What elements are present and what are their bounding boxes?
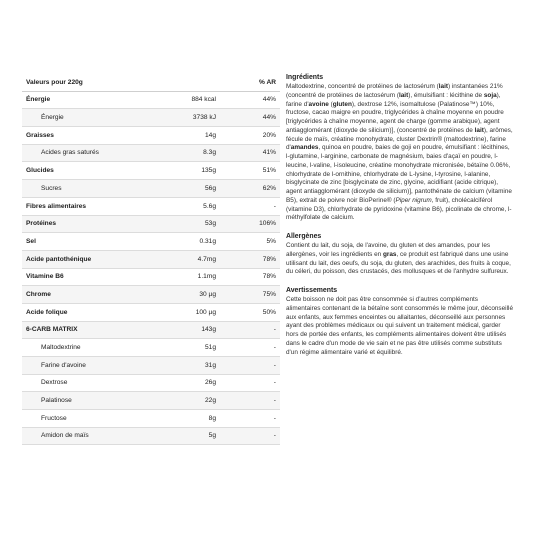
nutrition-row [22, 92, 280, 110]
nutrient-name: Acides gras saturés [41, 149, 99, 157]
nutrient-name: Sucres [41, 184, 62, 192]
nutrient-ar: 51% [262, 167, 276, 175]
text-segment: ), farine d' [286, 91, 501, 108]
nutrition-table [22, 74, 280, 445]
nutrition-row [22, 392, 280, 410]
nutrient-ar: 20% [262, 131, 276, 139]
nutrient-name: Chrome [26, 290, 51, 298]
nutrient-ar: 44% [262, 114, 276, 122]
warnings-text [286, 296, 514, 357]
nutrient-value: 135g [201, 167, 216, 175]
text-segment: Cette boisson ne doit pas être consommée si d'autres compléments alimentaires contenant de la bétaïne sont consommés le même jour, déconseillé aux enfants, aux femmes enceintes ou allaitantes, déconseillé aux personnes ayant des problèmes médicaux ou qui suivent un traitement médical, garder hors de portée des enfants, les compléments alimentaires doivent être utilisés dans le cadre d'un mode de vie sain et ne pas être utilisés comme substituts d'un régime alimentaire varié et équilibré. [286, 296, 513, 356]
nutrient-value: 8.3g [203, 149, 216, 157]
text-segment: ) instantanées 21% (concentré de protéines de lactosérum ( [286, 83, 503, 99]
nutrient-value: 5.6g [203, 202, 216, 210]
nutrient-ar: - [273, 361, 276, 369]
nutrition-row [22, 375, 280, 393]
nutrition-row [22, 269, 280, 287]
nutrient-ar: - [273, 379, 276, 387]
nutrition-row [22, 304, 280, 322]
nutrition-row [22, 286, 280, 304]
nutrient-value: 0.31g [199, 237, 216, 245]
nutrition-row [22, 251, 280, 269]
nutrient-value: 30 µg [199, 290, 216, 298]
nutrient-value: 8g [208, 414, 216, 422]
nutrient-ar: 78% [262, 255, 276, 263]
nutrient-name: Amidon de maïs [41, 432, 89, 440]
header-ar: % AR [259, 78, 276, 86]
nutrient-ar: 106% [259, 220, 276, 228]
nutrient-name: Énergie [41, 114, 64, 122]
nutrient-ar: - [273, 326, 276, 334]
nutrition-row [22, 357, 280, 375]
warnings-title: Avertissements [286, 287, 338, 294]
nutrient-name: Glucides [26, 167, 54, 175]
nutrition-row [22, 180, 280, 198]
text-segment: Maltodextrine, concentré de protéines de lactosérum ( [286, 83, 439, 90]
nutrient-value: 26g [204, 379, 216, 387]
nutrition-row [22, 145, 280, 163]
text-segment: ), dextrose 12%, isomaltulose (Palatinose™) 10%, fructose, cacao maigre en poudre, triglycérides à chaîne moyenne en poudre [triglycérides à chaîne moyenne, agent de charge (gomme arabique), agent antiagglomérant (dioxyde de silicium)], (concentré de protéines de [286, 100, 504, 134]
text-segment: Piper nigrum [395, 196, 432, 204]
nutrient-value: 884 kcal [191, 96, 216, 104]
text-segment: Contient du lait, du soja, de l'avoine, du gluten et des amandes, pour les allergènes, voir les ingrédients en [286, 242, 491, 258]
nutrient-value: 53g [204, 220, 216, 228]
nutrition-row [22, 162, 280, 180]
nutrient-ar: 5% [266, 237, 276, 245]
text-segment: ), émulsifiant : lécithine de [408, 91, 484, 99]
nutrient-value: 51g [204, 344, 216, 351]
ingredients-text [286, 83, 514, 223]
text-segment: gras [382, 250, 397, 258]
text-segment: lait [398, 91, 409, 99]
nutrient-name: Sel [26, 237, 36, 245]
nutrient-value: 1.1mg [197, 273, 216, 281]
nutrient-ar: - [273, 202, 276, 210]
nutrition-row [22, 216, 280, 234]
nutrient-ar: 50% [262, 308, 276, 316]
header-name: Valeurs pour 220g [26, 78, 83, 86]
nutrient-ar: - [273, 397, 276, 405]
nutrient-ar: 78% [262, 273, 276, 281]
nutrient-ar: - [273, 414, 276, 422]
nutrient-value: 3738 kJ [192, 114, 216, 122]
nutrient-name: Protéines [26, 220, 57, 228]
text-segment: ), arômes, fécule de maïs, créatine monohydrate, cluster Dextrin® (maltodextrine), farine d' [286, 126, 513, 152]
text-segment: gluten [332, 100, 352, 108]
nutrient-name: Palatinose [41, 397, 72, 405]
nutrient-ar: 62% [262, 184, 276, 192]
nutrient-value: 4.7mg [197, 255, 216, 263]
nutrient-value: 143g [201, 326, 216, 334]
nutrient-value: 22g [204, 397, 216, 405]
nutrient-name: Fructose [41, 414, 67, 422]
nutrient-value: 31g [204, 361, 216, 369]
nutrient-name: Maltodextrine [41, 344, 81, 351]
nutrition-row [22, 233, 280, 251]
nutrition-row [22, 322, 280, 340]
nutrient-ar: 75% [262, 290, 276, 298]
allergens-text [286, 242, 514, 277]
nutrient-value: 100 µg [195, 308, 216, 316]
nutrient-name: Acide pantothénique [26, 255, 92, 263]
allergens-title: Allergènes [286, 233, 322, 240]
text-segment: , fruit), cholécalciférol (vitamine D3), chlorhydrate de pyridoxine (vitamine B6), picolinate de chrome, l-méthylfolate de calcium. [286, 196, 512, 222]
text-segment: , ce produit est fabriqué dans une usine utilisant du lait, des oeufs, du soja, du gluten, des arachides, des fruits à coque, du céleri, du poisson, des crustacés, des mollusques et de l'anhydre sulfureux. [286, 250, 511, 276]
nutrient-value: 56g [204, 184, 216, 192]
text-segment: ( [328, 100, 333, 108]
nutrient-name: 6-CARB MATRIX [26, 326, 78, 334]
nutrition-table-header [22, 74, 280, 92]
nutrient-value: 5g [208, 432, 216, 440]
nutrient-ar: 44% [262, 96, 276, 104]
nutrient-name: Énergie [26, 96, 51, 104]
text-segment: lait [438, 83, 448, 90]
text-segment: , quinoa en poudre, baies de goji en poudre, émulsifiant : lécithines, l-glutamine, l-arginine, carbonate de magnésium, baies d'açaï en poudre, l-leucine, l-valine, l-isoleucine, créatine monohydrate micronisée, bétaïne 0.06%, chlorhydrate de l-ornithine, chlorhydrate de L-lysine, l-tyrosine, l-alanine, bisglycinate de zinc [bisglycinate de zinc, glycine, acidifiant (acide citrique), agent antiagglomérant (dioxyde de silicium)], pantothénate de calcium (vitamine B5), extrait de poivre noir BioPerine® ( [286, 144, 512, 204]
text-segment: avoine [308, 100, 329, 108]
nutrition-row [22, 410, 280, 428]
text-segment: amandes [290, 144, 319, 152]
nutrition-row [22, 109, 280, 127]
nutrition-row [22, 127, 280, 145]
nutrient-value: 14g [204, 131, 216, 139]
nutrition-row [22, 339, 280, 357]
nutrient-ar: - [273, 432, 276, 440]
text-segment: lait [474, 126, 484, 134]
nutrient-ar: 41% [262, 149, 276, 157]
nutrition-row [22, 428, 280, 446]
ingredients-title: Ingrédients [286, 74, 324, 81]
nutrient-name: Dextrose [41, 379, 68, 387]
nutrition-row [22, 198, 280, 216]
nutrient-name: Graisses [26, 131, 54, 139]
nutrient-name: Fibres alimentaires [26, 202, 87, 210]
text-segment: soja [483, 91, 497, 99]
nutrient-name: Farine d'avoine [41, 361, 86, 369]
product-info-column [286, 73, 514, 366]
nutrient-name: Acide folique [26, 308, 68, 316]
nutrient-name: Vitamine B6 [26, 273, 64, 281]
nutrient-ar: - [273, 344, 276, 351]
